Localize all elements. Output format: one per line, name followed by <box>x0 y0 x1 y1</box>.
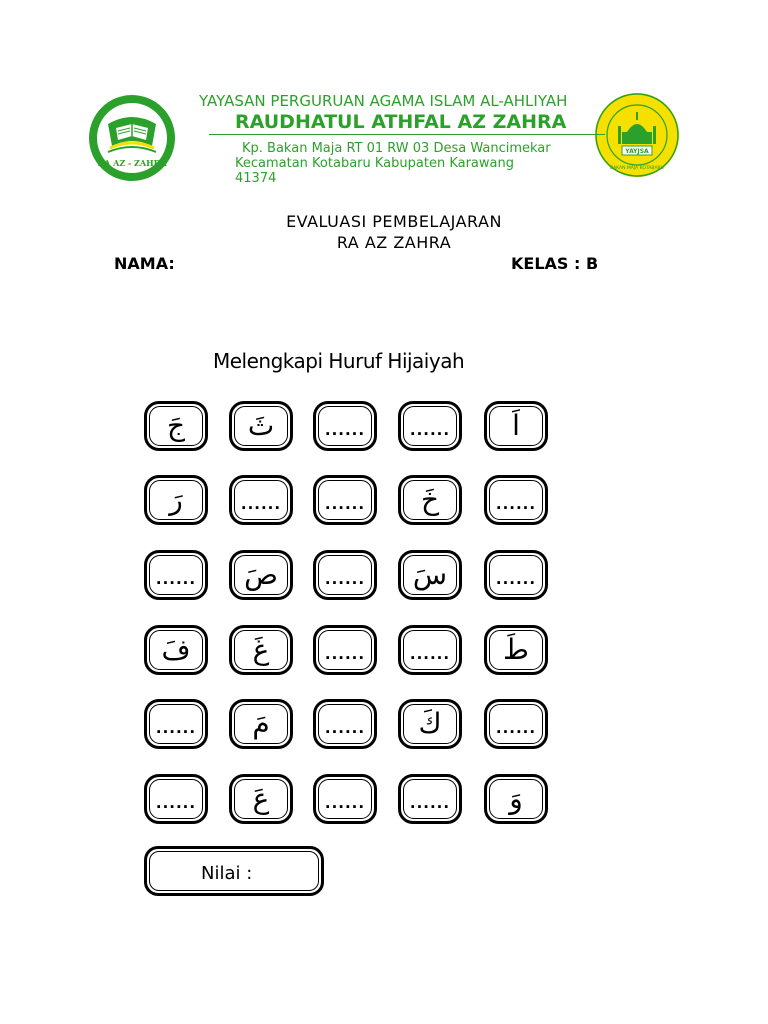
letter-box <box>229 699 293 749</box>
blank-box[interactable] <box>313 475 377 525</box>
blank-box[interactable] <box>144 550 208 600</box>
left-logo-text: RA AZ - ZAHRA <box>97 158 167 168</box>
hijaiyah-letter: جَ <box>166 409 186 442</box>
right-logo-badge: YAYJSA <box>625 148 649 155</box>
blank-dots: ...... <box>495 719 537 737</box>
letter-box <box>144 625 208 675</box>
blank-dots: ...... <box>409 794 451 812</box>
school-logo-left <box>86 94 178 182</box>
blank-dots: ...... <box>324 794 366 812</box>
address-line-1: Kp. Bakan Maja RT 01 RW 03 Desa Wancimekar <box>242 141 551 156</box>
blank-dots: ...... <box>409 421 451 439</box>
blank-box[interactable] <box>398 625 462 675</box>
hijaiyah-letter: غَ <box>252 633 270 666</box>
evaluation-subtitle: RA AZ ZAHRA <box>336 233 452 252</box>
letter-box <box>484 774 548 824</box>
hijaiyah-letter: وَ <box>509 782 523 815</box>
blank-dots: ...... <box>155 719 197 737</box>
letter-box <box>229 625 293 675</box>
hijaiyah-letter: اَ <box>512 409 520 442</box>
blank-box[interactable] <box>313 401 377 451</box>
blank-dots: ...... <box>409 645 451 663</box>
letter-box <box>484 625 548 675</box>
letter-box <box>398 475 462 525</box>
kelas-label: KELAS : B <box>511 254 599 273</box>
blank-box[interactable] <box>313 774 377 824</box>
letter-box <box>398 699 462 749</box>
blank-box[interactable] <box>313 550 377 600</box>
blank-dots: ...... <box>324 719 366 737</box>
hijaiyah-letter: صَ <box>244 558 278 591</box>
school-name: RAUDHATUL ATHFAL AZ ZAHRA <box>209 110 605 135</box>
hijaiyah-letter: سَ <box>412 558 448 591</box>
hijaiyah-letter: طَ <box>503 633 529 666</box>
letter-box <box>398 550 462 600</box>
hijaiyah-letter: فَ <box>161 633 191 666</box>
nilai-box[interactable] <box>144 846 324 896</box>
blank-dots: ...... <box>324 645 366 663</box>
blank-box[interactable] <box>144 774 208 824</box>
hijaiyah-letter: خَ <box>420 483 440 516</box>
hijaiyah-letter: عَ <box>252 782 270 815</box>
letter-box <box>229 774 293 824</box>
letter-box <box>229 401 293 451</box>
evaluation-title: EVALUASI PEMBELAJARAN <box>286 212 502 231</box>
foundation-name: YAYASAN PERGURUAN AGAMA ISLAM AL-AHLIYAH <box>199 92 568 110</box>
blank-box[interactable] <box>144 699 208 749</box>
letter-box <box>229 550 293 600</box>
blank-box[interactable] <box>484 699 548 749</box>
blank-dots: ...... <box>155 794 197 812</box>
blank-box[interactable] <box>229 475 293 525</box>
foundation-logo-right <box>594 92 680 178</box>
blank-dots: ...... <box>495 570 537 588</box>
blank-dots: ...... <box>324 570 366 588</box>
letter-box <box>144 401 208 451</box>
right-logo-bottom: BAKAN MAJA KOTABARU <box>610 166 664 171</box>
blank-dots: ...... <box>240 495 282 513</box>
blank-dots: ...... <box>495 495 537 513</box>
blank-box[interactable] <box>398 774 462 824</box>
letter-box <box>484 401 548 451</box>
blank-dots: ...... <box>155 570 197 588</box>
nama-label: NAMA: <box>114 254 175 273</box>
hijaiyah-letter: رَ <box>169 483 183 516</box>
hijaiyah-letter: مَ <box>252 707 270 740</box>
blank-box[interactable] <box>484 550 548 600</box>
blank-box[interactable] <box>484 475 548 525</box>
blank-box[interactable] <box>398 401 462 451</box>
worksheet-title: Melengkapi Huruf Hijaiyah <box>213 349 465 373</box>
blank-dots: ...... <box>324 495 366 513</box>
blank-box[interactable] <box>313 699 377 749</box>
blank-dots: ...... <box>324 421 366 439</box>
address-line-2: Kecamatan Kotabaru Kabupaten Karawang <box>235 156 514 171</box>
address-line-3: 41374 <box>235 171 277 186</box>
blank-box[interactable] <box>313 625 377 675</box>
letter-box <box>144 475 208 525</box>
hijaiyah-letter: ثَ <box>247 409 275 442</box>
nilai-label: Nilai : <box>201 863 253 884</box>
hijaiyah-letter: كَ <box>418 707 442 740</box>
